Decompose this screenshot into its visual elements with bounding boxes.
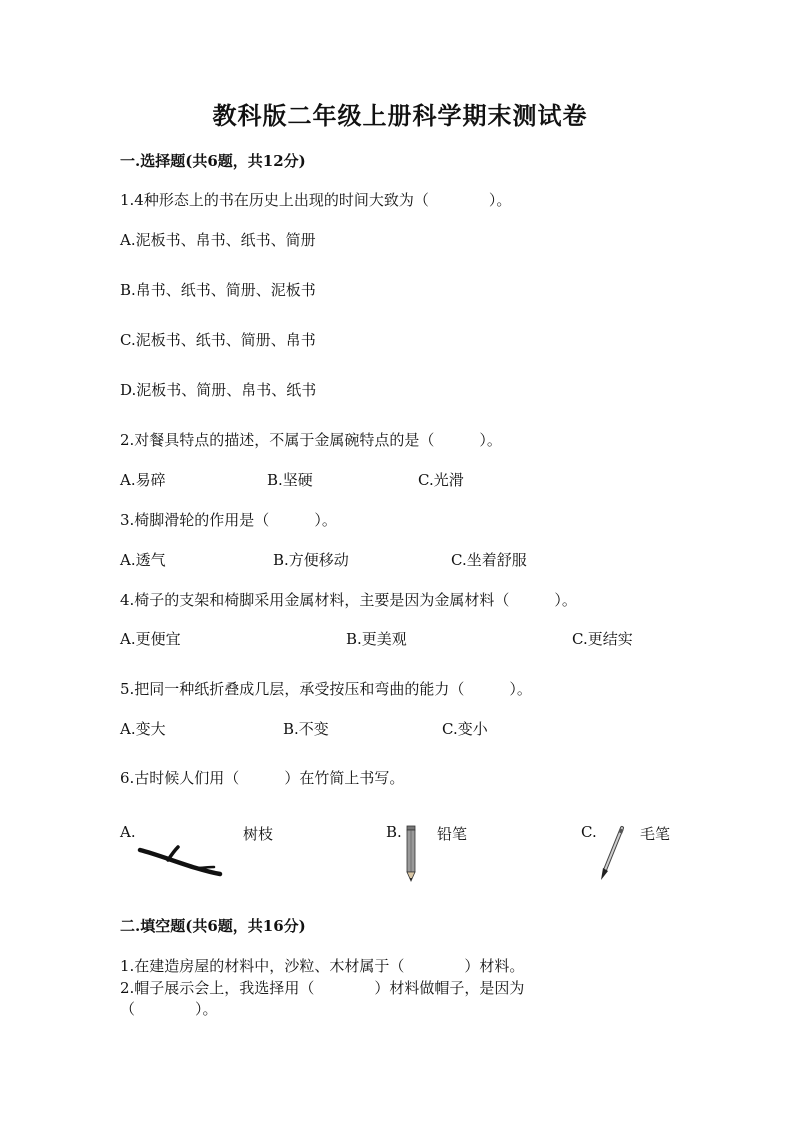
q2-option-a: A.易碎 xyxy=(120,471,166,489)
question-4: 4.椅子的支架和椅脚采用金属材料，主要是因为金属材料（ ）。 xyxy=(120,591,577,609)
brush-pen-icon xyxy=(596,826,626,882)
q6-option-a-letter: A. xyxy=(120,823,136,841)
question-2: 2.对餐具特点的描述，不属于金属碗特点的是（ ）。 xyxy=(120,431,502,449)
q6-option-c-label: 毛笔 xyxy=(640,825,671,843)
q2-option-b: B.坚硬 xyxy=(267,471,313,489)
q2-option-c: C.光滑 xyxy=(418,471,464,489)
q4-option-c: C.更结实 xyxy=(572,630,633,648)
q6-option-c-letter: C. xyxy=(581,823,597,841)
fill-question-2: 2.帽子展示会上，我选择用（ ）材料做帽子，是因为 xyxy=(120,979,525,997)
q4-option-b: B.更美观 xyxy=(346,630,407,648)
q3-option-c: C.坐着舒服 xyxy=(451,551,527,569)
q1-option-c: C.泥板书、纸书、简册、帛书 xyxy=(120,331,316,349)
question-1: 1.4种形态上的书在历史上出现的时间大致为（ ）。 xyxy=(120,191,512,209)
q6-option-b-letter: B. xyxy=(386,823,402,841)
section-heading-choice: 一.选择题(共6题，共12分) xyxy=(120,152,306,170)
question-6: 6.古时候人们用（ ）在竹简上书写。 xyxy=(120,769,405,787)
pencil-icon xyxy=(404,825,418,883)
q1-option-d: D.泥板书、简册、帛书、纸书 xyxy=(120,381,317,399)
q4-option-a: A.更便宜 xyxy=(120,630,181,648)
page-title: 教科版二年级上册科学期末测试卷 xyxy=(212,101,588,130)
q5-option-b: B.不变 xyxy=(283,720,329,738)
question-3: 3.椅脚滑轮的作用是（ ）。 xyxy=(120,511,337,529)
q1-option-b: B.帛书、纸书、简册、泥板书 xyxy=(120,281,316,299)
q1-option-a: A.泥板书、帛书、纸书、简册 xyxy=(120,231,316,249)
q6-option-b-label: 铅笔 xyxy=(437,825,468,843)
q6-option-a-label: 树枝 xyxy=(243,825,274,843)
q5-option-c: C.变小 xyxy=(442,720,488,738)
fill-question-2-continuation: （ ）。 xyxy=(120,1000,218,1018)
tree-branch-icon xyxy=(136,840,226,880)
fill-question-1: 1.在建造房屋的材料中，沙粒、木材属于（ ）材料。 xyxy=(120,957,525,975)
section-heading-fill: 二.填空题(共6题，共16分) xyxy=(120,917,306,935)
question-5: 5.把同一种纸折叠成几层，承受按压和弯曲的能力（ ）。 xyxy=(120,680,532,698)
q3-option-b: B.方便移动 xyxy=(273,551,349,569)
q3-option-a: A.透气 xyxy=(120,551,166,569)
q5-option-a: A.变大 xyxy=(120,720,166,738)
